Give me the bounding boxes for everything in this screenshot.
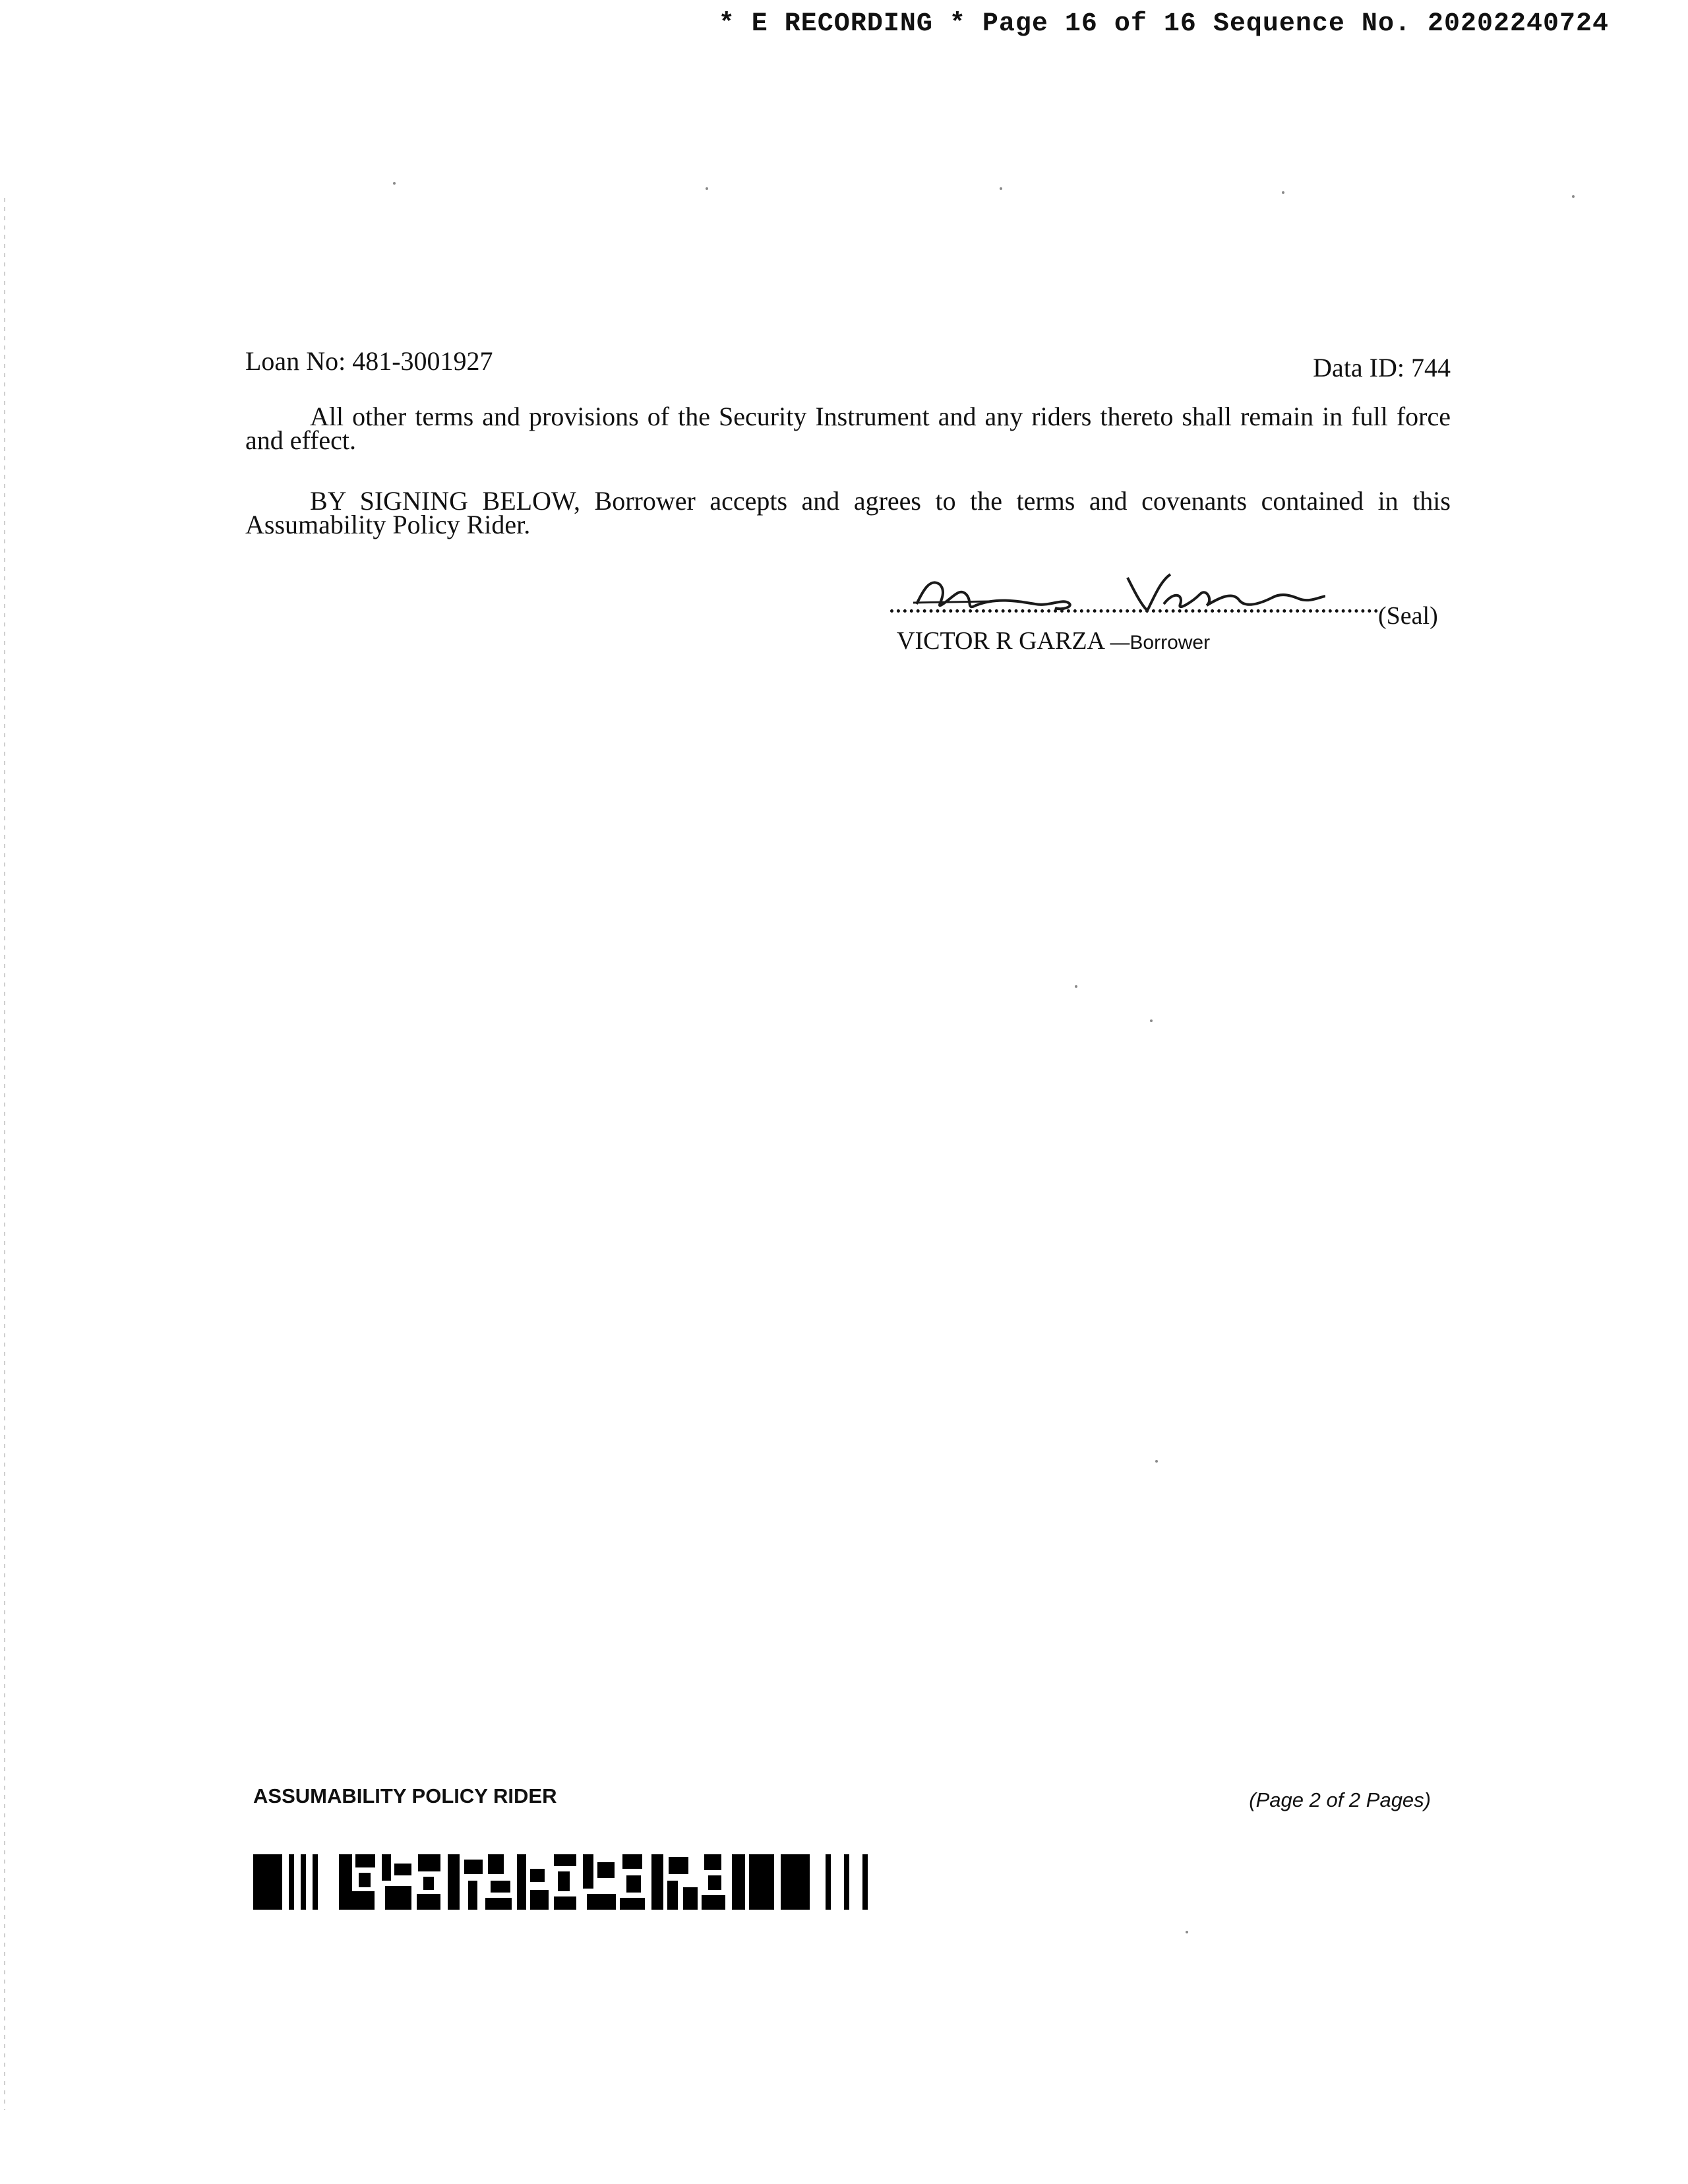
loan-number: Loan No: 481-3001927 (245, 346, 493, 376)
data-id: Data ID: 744 (1313, 353, 1451, 382)
recording-stamp: * E RECORDING * Page 16 of 16 Sequence No. 20202240724 (718, 9, 1609, 39)
scan-speck (1572, 195, 1575, 198)
scan-edge-artifact (4, 198, 5, 2110)
signer-name: VICTOR R GARZA (897, 627, 1110, 655)
signer-caption (897, 626, 1210, 655)
form-title: ASSUMABILITY POLICY RIDER (253, 1784, 557, 1807)
scan-speck (1186, 1931, 1188, 1933)
signer-role: —Borrower (1110, 632, 1211, 653)
scan-speck (1150, 1019, 1153, 1022)
scan-speck (1282, 191, 1284, 194)
signing-paragraph: BY SIGNING BELOW, Borrower accepts and agrees to the terms and covenants contained in this Assumability Policy Rider. (245, 486, 1451, 539)
scan-speck (706, 187, 708, 190)
terms-paragraph: All other terms and provisions of the Security Instrument and any riders thereto shall remain in full force and effect. (245, 402, 1451, 455)
scan-speck (1075, 985, 1077, 988)
scan-speck (1000, 187, 1002, 190)
page-indicator: (Page 2 of 2 Pages) (1249, 1788, 1431, 1811)
seal-label: (Seal) (1378, 602, 1438, 630)
scan-speck (1155, 1460, 1158, 1463)
borrower-signature (903, 564, 1325, 624)
scan-speck (393, 182, 396, 185)
document-barcode (253, 1850, 886, 1914)
